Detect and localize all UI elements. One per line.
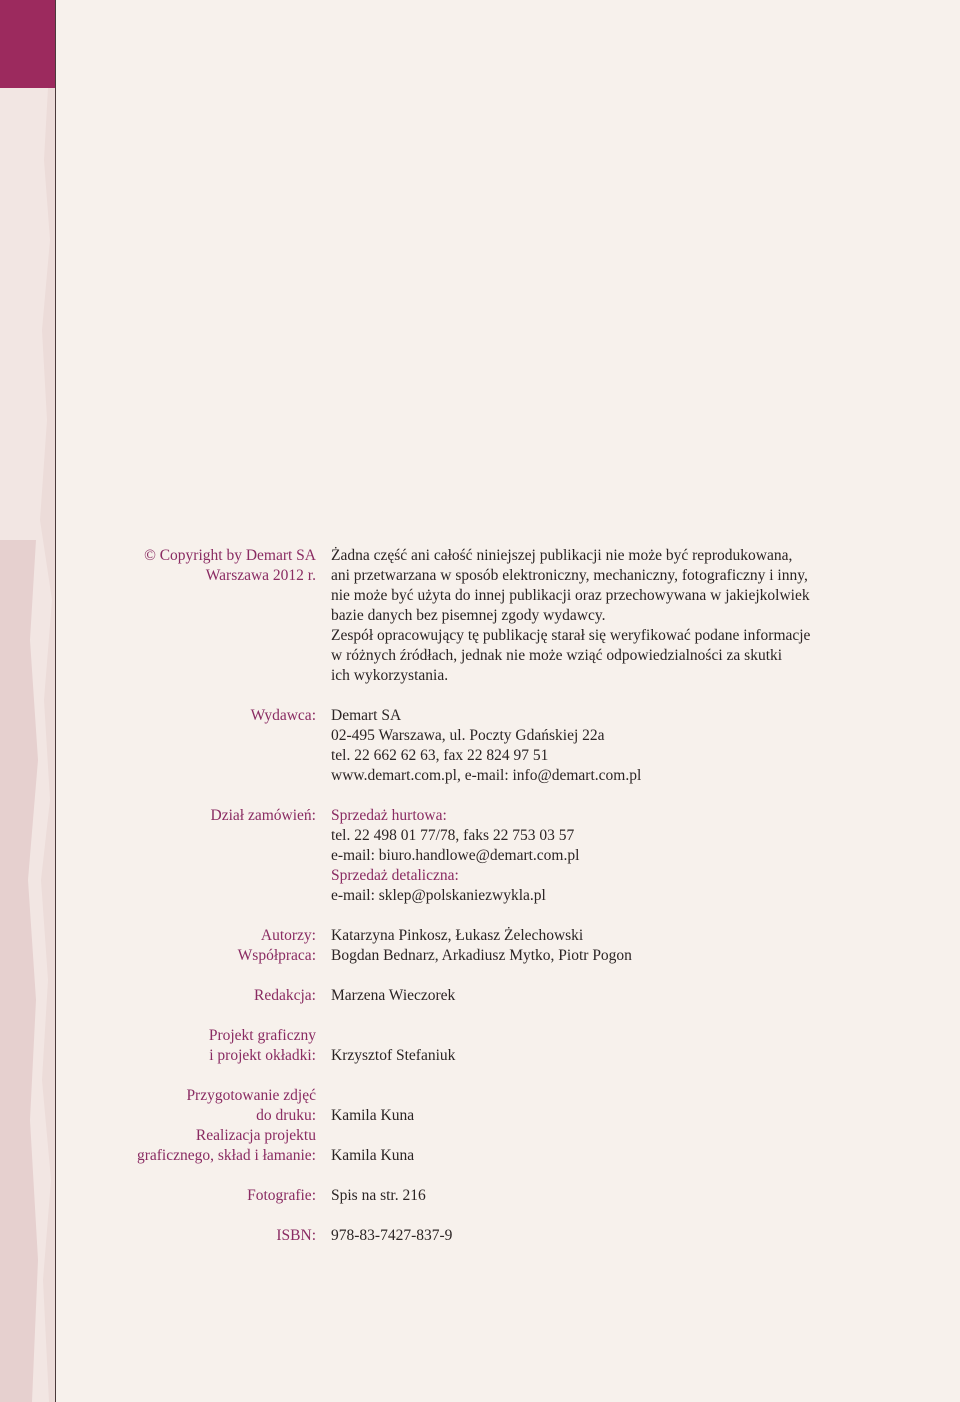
cooperation-value: Bogdan Bednarz, Arkadiusz Mytko, Piotr Pogon — [331, 947, 632, 964]
design-value: Krzysztof Stefaniuk — [331, 1047, 456, 1064]
notice-line: Zespół opracowujący tę publikację starał się weryfikować podane informacje — [331, 627, 811, 644]
notice-line: bazie danych bez pisemnej zgody wydawcy. — [331, 607, 606, 624]
notice-line: ani przetwarzana w sposób elektroniczny, mechaniczny, fotograficzny i inny, — [331, 567, 808, 584]
publisher-name: Demart SA — [331, 707, 402, 724]
isbn-value: 978-83-7427-837-9 — [331, 1227, 453, 1244]
notice-line: Żadna część ani całość niniejszej publikacji nie może być reprodukowana, — [331, 547, 793, 564]
wholesale-label: Sprzedaż hurtowa: — [331, 807, 447, 824]
strip-divider — [55, 0, 56, 1402]
editing-value: Marzena Wieczorek — [331, 987, 456, 1004]
retail-email: e-mail: sklep@polskaniezwykla.pl — [331, 887, 546, 904]
layout-value: Kamila Kuna — [331, 1147, 415, 1164]
photos-value: Spis na str. 216 — [331, 1187, 426, 1204]
design-label-cont: i projekt okładki: — [209, 1047, 316, 1064]
publisher-label: Wydawca: — [250, 707, 316, 724]
notice-line: w różnych źródłach, jednak nie może wziąć odpowiedzialności za skutki — [331, 647, 783, 664]
cooperation-label: Współpraca: — [237, 947, 316, 964]
layout-label-cont: graficznego, skład i łamanie: — [136, 1147, 316, 1164]
torn-paper-decoration — [0, 0, 56, 1402]
publisher-web: www.demart.com.pl, e-mail: info@demart.com.pl — [331, 767, 642, 784]
editing-label: Redakcja: — [254, 987, 316, 1004]
retail-label: Sprzedaż detaliczna: — [331, 867, 459, 884]
isbn-label: ISBN: — [276, 1227, 316, 1244]
wholesale-phone: tel. 22 498 01 77/78, faks 22 753 03 57 — [331, 827, 575, 844]
photo-prep-label: Przygotowanie zdjęć — [186, 1087, 316, 1104]
layout-label: Realizacja projektu — [195, 1127, 316, 1144]
authors-value: Katarzyna Pinkosz, Łukasz Żelechowski — [331, 927, 584, 944]
notice-line: nie może być użyta do innej publikacji oraz przechowywana w jakiejkolwiek — [331, 587, 810, 604]
authors-label: Autorzy: — [260, 927, 316, 944]
publisher-address: 02-495 Warszawa, ul. Poczty Gdańskiej 22a — [331, 727, 605, 744]
publisher-phone: tel. 22 662 62 63, fax 22 824 97 51 — [331, 747, 549, 764]
notice-line: ich wykorzystania. — [331, 667, 449, 684]
wholesale-email: e-mail: biuro.handlowe@demart.com.pl — [331, 847, 580, 864]
orders-label: Dział zamówień: — [210, 807, 316, 824]
photo-prep-label-cont: do druku: — [256, 1107, 316, 1124]
accent-band — [0, 0, 56, 88]
copyright-place-date: Warszawa 2012 r. — [205, 567, 316, 584]
copyright-line: © Copyright by Demart SA — [144, 547, 316, 564]
photos-label: Fotografie: — [247, 1187, 316, 1204]
design-label: Projekt graficzny — [208, 1027, 316, 1044]
photo-prep-value: Kamila Kuna — [331, 1107, 415, 1124]
